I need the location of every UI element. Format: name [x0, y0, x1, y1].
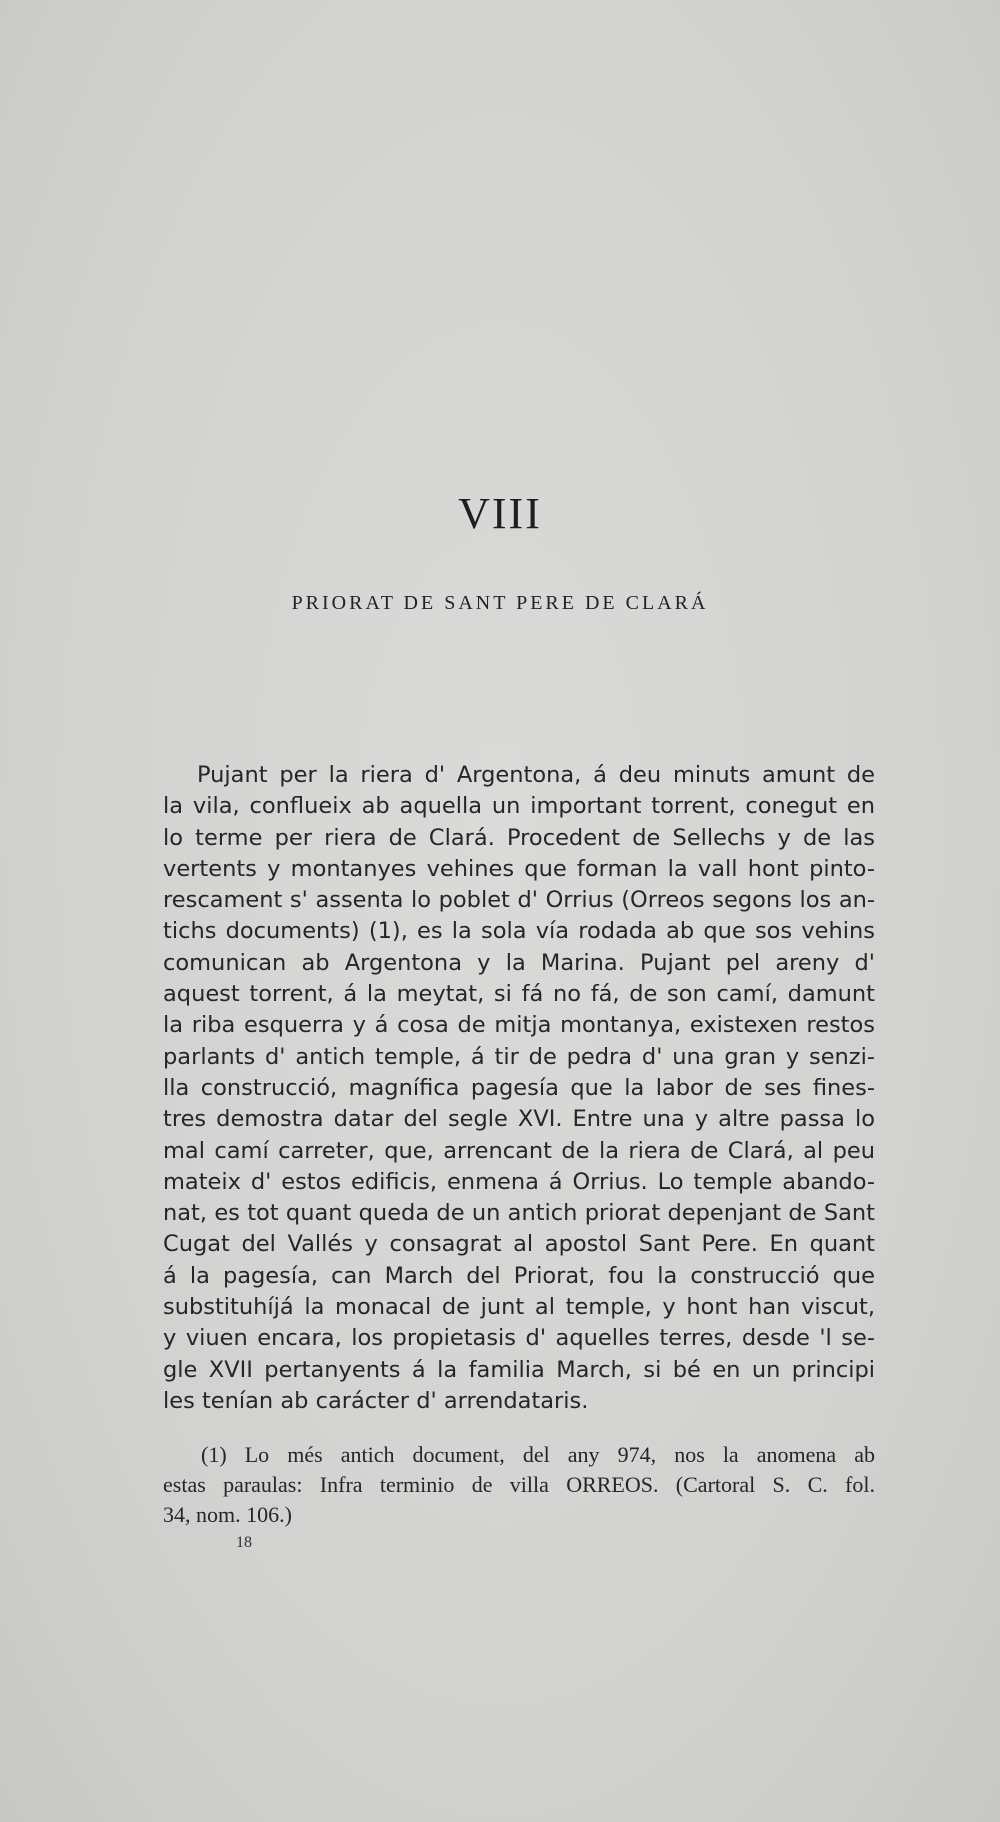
- body-line: gle XVII pertanyents á la familia March, si bé en un principi: [163, 1356, 875, 1383]
- footnote: [163, 1440, 875, 1530]
- body-line: nat, es tot quant queda de un antich priorat depenjant de Sant: [163, 1200, 875, 1227]
- body-line: aquest torrent, á la meytat, si fá no fá, de son camí, damunt: [163, 981, 875, 1008]
- body-line: parlants d' antich temple, á tir de pedra d' una gran y senzi-: [163, 1043, 875, 1070]
- body-line: lla construcció, magnífica pagesía que la labor de ses fines-: [163, 1074, 875, 1101]
- footnote-line: 34, nom. 106.): [163, 1502, 292, 1527]
- body-line: Pujant per la riera d' Argentona, á deu minuts amunt de: [197, 762, 875, 788]
- body-line: y viuen encara, los propietasis d' aquelles terres, desde 'l se-: [163, 1325, 875, 1352]
- body-line: mal camí carreter, que, arrencant de la riera de Clará, al peu: [163, 1137, 875, 1164]
- body-line: substituhíjá la monacal de junt al temple, y hont han viscut,: [163, 1294, 875, 1321]
- footnote-line: estas paraulas: Infra terminio de villa ORREOS. (Cartoral S. C. fol.: [163, 1472, 875, 1497]
- body-line: á la pagesía, can March del Priorat, fou la construcció que: [163, 1262, 875, 1289]
- body-line: la riba esquerra y á cosa de mitja montanya, existexen restos: [163, 1012, 875, 1039]
- body-line: rescament s' assenta lo poblet d' Orrius (Orreos segons los an-: [163, 887, 875, 914]
- body-line: lo terme per riera de Clará. Procedent de Sellechs y de las: [163, 824, 875, 851]
- body-line: la vila, conflueix ab aquella un important torrent, conegut en: [163, 793, 875, 820]
- footnote-line: (1) Lo més antich document, del any 974, nos la anomena ab: [201, 1442, 875, 1467]
- signature-mark: 18: [236, 1534, 252, 1551]
- body-line: Cugat del Vallés y consagrat al apostol Sant Pere. En quant: [163, 1231, 875, 1258]
- body-line: mateix d' estos edificis, enmena á Orrius. Lo temple abando-: [163, 1168, 875, 1195]
- chapter-title: PRIORAT DE SANT PERE DE CLARÁ: [291, 592, 709, 614]
- body-line: tichs documents) (1), es la sola vía rodada ab que sos vehins: [163, 918, 875, 945]
- body-line: vertents y montanyes vehines que forman la vall hont pinto-: [163, 855, 875, 882]
- chapter-number: VIII: [458, 489, 542, 538]
- body-line: comunican ab Argentona y la Marina. Pujant pel areny d': [163, 949, 875, 976]
- body-text: [163, 760, 875, 1417]
- body-line: tres demostra datar del segle XVI. Entre una y altre passa lo: [163, 1106, 875, 1133]
- body-line: les tenían ab carácter d' arrendataris.: [163, 1387, 589, 1414]
